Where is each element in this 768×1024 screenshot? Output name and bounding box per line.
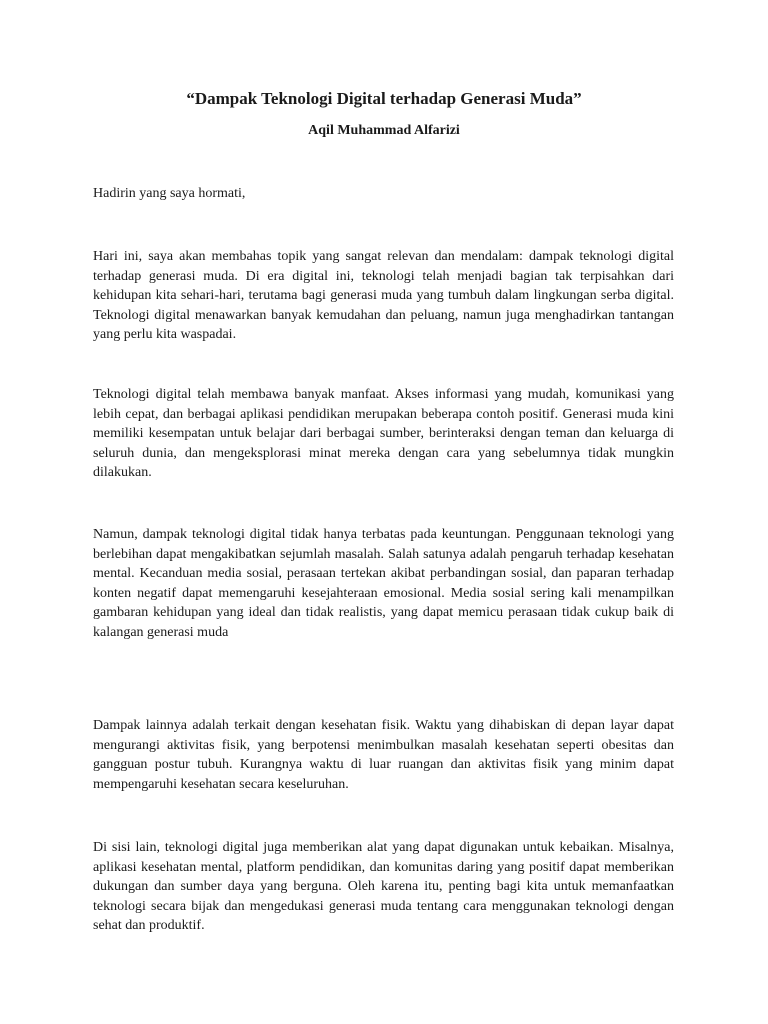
document-title: “Dampak Teknologi Digital terhadap Generasi Muda”: [186, 89, 582, 108]
paragraph-positive-use: Di sisi lain, teknologi digital juga memberikan alat yang dapat digunakan untuk kebaikan. Misalnya, aplikasi kesehatan mental, platform pendidikan, dan komunitas daring yang positif dapat memberikan dukungan dan sumber daya yang berguna. Oleh karena itu, penting bagi kita untuk memanfaatkan teknologi secara bijak dan mengedukasi generasi muda tentang cara menggunakan teknologi dengan sehat dan produktif.: [93, 840, 674, 933]
paragraph-mental-health: Namun, dampak teknologi digital tidak hanya terbatas pada keuntungan. Penggunaan teknologi yang berlebihan dapat mengakibatkan sejumlah masalah. Salah satunya adalah pengaruh terhadap kesehatan mental. Kecanduan media sosial, perasaan tertekan akibat perbandingan sosial, dan paparan terhadap konten negatif dapat memengaruhi kesejahteraan emosional. Media sosial sering kali menampilkan gambaran kehidupan yang ideal dan tidak realistis, yang dapat memicu perasaan tidak cukup baik di kalangan generasi muda: [93, 527, 674, 640]
author-name: Aqil Muhammad Alfarizi: [308, 123, 460, 138]
greeting-line: Hadirin yang saya hormati,: [93, 186, 246, 201]
paragraph-introduction: Hari ini, saya akan membahas topik yang sangat relevan dan mendalam: dampak teknologi digital terhadap generasi muda. Di era digital ini, teknologi telah menjadi bagian tak terpisahkan dari kehidupan kita sehari-hari, terutama bagi generasi muda yang tumbuh dalam lingkungan serba digital. Teknologi digital menawarkan banyak kemudahan dan peluang, namun juga menghadirkan tantangan yang perlu kita waspadai.: [93, 249, 674, 342]
paragraph-benefits: Teknologi digital telah membawa banyak manfaat. Akses informasi yang mudah, komunikasi yang lebih cepat, dan berbagai aplikasi pendidikan merupakan beberapa contoh positif. Generasi muda kini memiliki kesempatan untuk belajar dari berbagai sumber, berinteraksi dengan teman dan keluarga di seluruh dunia, dan mengeksplorasi minat mereka dengan cara yang sebelumnya tidak mungkin dilakukan.: [93, 387, 674, 480]
paragraph-physical-health: Dampak lainnya adalah terkait dengan kesehatan fisik. Waktu yang dihabiskan di depan layar dapat mengurangi aktivitas fisik, yang berpotensi menimbulkan masalah kesehatan seperti obesitas dan gangguan postur tubuh. Kurangnya waktu di luar ruangan dan aktivitas fisik yang minim dapat mempengaruhi kesehatan secara keseluruhan.: [93, 718, 674, 792]
